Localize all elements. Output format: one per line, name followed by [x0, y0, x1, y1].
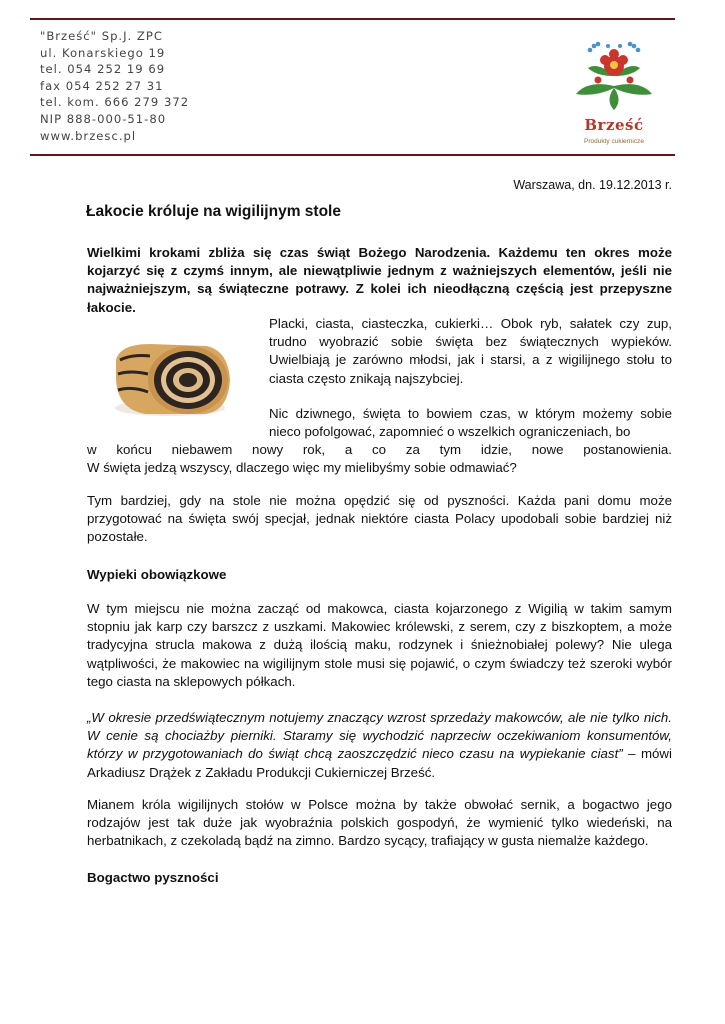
phone-line: tel. 054 252 19 69 [40, 62, 166, 77]
paragraph-1: Placki, ciasta, ciasteczka, cukierki… Obok ryb, sałatek czy zup, trudno wyobrazić sobie święta bez świątecznych wypieków. Uwielbiają je zarówno młodsi, jak i starsi, a z wigilijnego stołu to ciasta często znikają najszybciej. [269, 316, 672, 386]
contact-block [40, 28, 189, 144]
brzesc-logo [558, 40, 670, 152]
section-heading-1: Wypieki obowiązkowe [87, 567, 227, 582]
date-line: Warszawa, dn. 19.12.2013 r. [513, 178, 672, 192]
paragraph-4: W tym miejscu nie można zacząć od makowca, ciasta kojarzonego z Wigilią w takim samym stopniu jak karp czy barszcz z uszkami. Makowiec królewski, z serem, czy z biszkoptem, a może tradycyjna strucla makowa z dużą ilością maku, rodzynek i śnieżnobiałej polewy? Nie ulega wątpliwości, że makowiec na wigilijnym stole musi się pojawić, o czym świadczy też szeroki wybór tego ciasta na sklepowych półkach. [87, 601, 672, 689]
company-name: "Brześć" Sp.J. ZPC [40, 29, 163, 43]
logo-wordmark: Brześć [584, 116, 644, 134]
paragraph-2-part-a: Nic dziwnego, święta to bowiem czas, w którym możemy sobie nieco pofolgować, zapomnieć o wszelkich ograniczeniach, bo [269, 406, 672, 440]
section-heading-2: Bogactwo pyszności [87, 870, 219, 885]
quote-attribution: – mówi Arkadiusz Drążek z Zakładu Produkcji Cukierniczej Brześć. [87, 746, 672, 780]
quote-paragraph [87, 709, 672, 782]
poppy-seed-roll-image [110, 330, 240, 425]
paragraph-3: Tym bardziej, gdy na stole nie można opędzić się od pyszności. Każda pani domu może przygotować na święta swój specjał, jednak niektóre ciasta Polacy upodobali sobie bardziej niż pozostałe. [87, 493, 672, 545]
logo-tagline: Produkty cukiernicze [584, 138, 644, 145]
lead-paragraph: Wielkimi krokami zbliża się czas świąt Bożego Narodzenia. Każdemu ten okres może kojarzyć się z czymś innym, ale niewątpliwie jednym z ważniejszych elementów, jeśli nie najważniejszym, są świąteczne potrawy. Z kolei ich nieodłączną częścią jest przepyszne łakocie. [87, 245, 672, 315]
paragraph-2-part-c: W święta jedzą wszyscy, dlaczego więc my mielibyśmy sobie odmawiać? [87, 460, 517, 475]
quote-text: „W okresie przedświątecznym notujemy znaczący wzrost sprzedaży makowców, ale nie tylko nich. W cenie są chociażby pierniki. Staramy się wychodzić naprzeciw oczekiwaniom konsumentów, którzy w przygotowaniach do świąt chcą zaoszczędzić nieco czasu na wypiekanie ciast” [87, 710, 672, 762]
fax-line: fax 054 252 27 31 [40, 78, 164, 93]
website-line: www.brzesc.pl [40, 128, 137, 143]
paragraph-5: Mianem króla wigilijnych stołów w Polsce można by także obwołać sernik, a bogactwo jego rodzajów jest tak duże jak wyobraźnia polskich gospodyń, że wymienić tylko wiedeński, na herbatnikach, z czekoladą bądź na zimno. Bardzo sycący, trafiający w gusta niemalże każdego. [87, 797, 672, 849]
address-line: ul. Konarskiego 19 [40, 45, 166, 60]
paragraph-2-part-b: w końcu niebawem nowy rok, a co za tym idzie, nowe postanowienia. [87, 442, 672, 457]
letterhead [30, 18, 675, 156]
mobile-line: tel. kom. 666 279 372 [40, 95, 190, 110]
document-title: Łakocie króluje na wigilijnym stole [86, 203, 341, 220]
flower-logo-icon [558, 40, 670, 116]
nip-line: NIP 888-000-51-80 [40, 111, 167, 126]
